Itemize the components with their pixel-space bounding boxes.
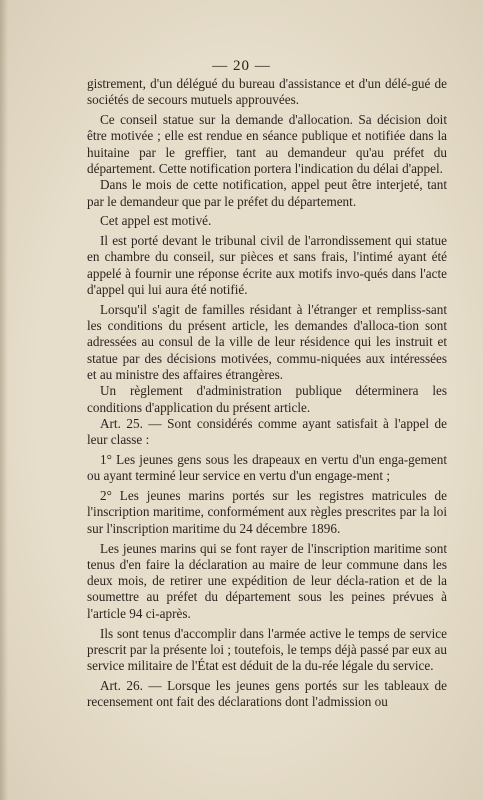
paragraph-article-26: Art. 26. — Lorsque les jeunes gens portés sur les tableaux de recensement ont fait des déclarations dont l'admission ou [87,677,447,710]
body-text [87,76,447,710]
paragraph-appel-motive: Cet appel est motivé. [100,213,212,229]
paragraph-article-25: Art. 25. — Sont considérés comme ayant satisfait à l'appel de leur classe : [87,415,447,448]
paragraph-conseil-statue: Ce conseil statue sur la demande d'allocation. Sa décision doit être motivée ; elle est rendue en séance publique et notifiée dans la huitaine par le greffier, tant au demandeur qu'au préfet du département. Cette notification portera l'indication du délai d'appel. [87,112,447,176]
paragraph-jeunes-marins: Les jeunes marins qui se font rayer de l'inscription maritime sont tenus d'en faire la déclaration au maire de leur commune dans les deux mois, de retirer une expédition de leur décla-ration et de la soumettre au préfet du département sous les peines prévues à l'article 94 ci-après. [87,540,447,621]
paragraph-familles-etranger: Lorsqu'il s'agit de familles résidant à l'étranger et rempliss-sant les conditions du présent article, les demandes d'alloca-tion sont adressées au consul de la ville de leur résidence qui les instruit et statue par des décisions motivées, commu-niquées aux intéressées et au ministre des affaires étrangères. [87,301,447,383]
paragraph-item-2: 2° Les jeunes marins portés sur les registres matricules de l'inscription maritime, conformément aux règles prescrites par la loi sur l'inscription maritime du 24 décembre 1896. [87,488,447,536]
paragraph-item-1: 1° Les jeunes gens sous les drapeaux en vertu d'un enga-gement ou ayant terminé leur service en vertu d'un engage-ment ; [87,452,447,484]
paragraph-tribunal-civil: Il est porté devant le tribunal civil de l'arrondissement qui statue en chambre du conseil, sur pièces et sans frais, l'intimé ayant été appelé à fournir une réponse écrite aux motifs invo-qués dans l'acte d'appel qui lui aura été notifié. [87,233,447,298]
page-spine-shadow [0,0,8,800]
paragraph-reglement: Un règlement d'administration publique déterminera les conditions d'application du présent article. [87,383,447,415]
paragraph-temps-service: Ils sont tenus d'accomplir dans l'armée active le temps de service prescrit par la présente loi ; toutefois, le temps déjà passé par eux au service militaire de l'État est déduit de la du-rée légale du service. [87,625,447,674]
paragraph-delai-appel: Dans le mois de cette notification, appel peut être interjeté, tant par le demandeur que par le préfet du département. [87,177,447,209]
page-number: — 20 — [212,58,271,74]
paragraph-continuation: gistrement, d'un délégué du bureau d'assistance et d'un délé-gué de sociétés de secours mutuels approuvées. [87,76,447,108]
